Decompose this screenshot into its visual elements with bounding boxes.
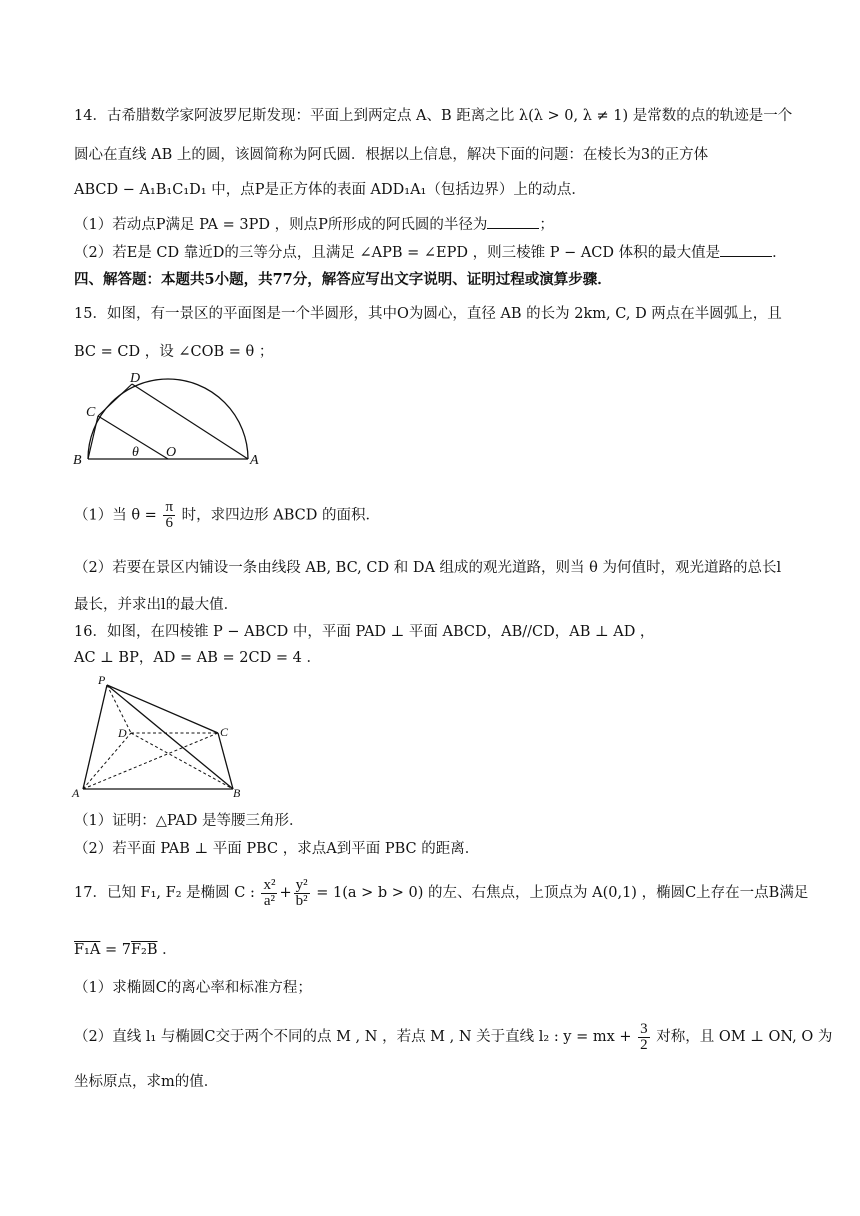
label-b: B — [73, 453, 82, 467]
fraction-denominator: 2 — [640, 1036, 648, 1053]
q17-line-1 — [74, 876, 808, 910]
plus-sign: + — [279, 885, 292, 901]
q15-part-1-post: 时，求四边形 ABCD 的面积． — [181, 507, 380, 524]
hidden-diagonal-db — [131, 733, 233, 789]
hidden-diagonal-ac — [83, 733, 218, 789]
q14-line-2: 圆心在直线 AB 上的圆，该圆简称为阿氏圆．根据以上信息，解决下面的问题：在棱长为3的正方体 — [74, 147, 709, 163]
label-p: P — [98, 673, 106, 687]
fraction-denominator: b² — [295, 892, 308, 909]
fraction-pi-over-6 — [163, 500, 175, 531]
label-d: D — [118, 726, 127, 740]
q15-part-2-line-1: （2）若要在景区内铺设一条由线段 AB, BC, CD 和 DA 组成的观光道路，则当 θ 为何值时，观光道路的总长l — [74, 560, 782, 576]
label-c: C — [220, 725, 229, 739]
q17-part-1: （1）求椭圆C的离心率和标准方程； — [74, 980, 312, 996]
q17-part-2 — [74, 1020, 832, 1054]
fraction-x2-over-a2 — [261, 878, 277, 909]
q17-part-2-pre: （2）直线 l₁ 与椭圆C交于两个不同的点 M , N ，若点 M , N 关于直线 l₂ : y = mx + — [74, 1029, 632, 1045]
q17-line-1-post: = 1(a > b > 0) 的左、右焦点，上顶点为 A(0,1) ，椭圆C上存在一点B满足 — [316, 885, 809, 901]
q14-part-1 — [74, 215, 554, 235]
q15-part-2-line-2: 最长，并求出l的最大值． — [74, 597, 239, 613]
label-theta: θ — [132, 445, 139, 460]
pyramid-figure — [70, 672, 245, 800]
answer-blank — [720, 244, 772, 257]
vector-equation-end: ． — [157, 942, 177, 958]
chord-cd — [98, 384, 132, 416]
q15-line-2: BC = CD ，设 ∠COB = θ ； — [74, 344, 274, 360]
q17-line-2 — [74, 940, 177, 960]
fraction-numerator: x² — [263, 876, 276, 893]
q14-line-1: 14．古希腊数学家阿波罗尼斯发现：平面上到两定点 A、B 距离之比 λ(λ > 0, λ ≠ 1) 是常数的点的轨迹是一个 — [74, 108, 793, 124]
q16-line-2: AC ⊥ BP，AD = AB = 2CD = 4 ． — [74, 650, 321, 666]
q16-part-2: （2）若平面 PAB ⊥ 平面 PBC ，求点A到平面 PBC 的距离． — [74, 841, 480, 857]
label-a: A — [72, 786, 80, 800]
q15-line-1: 15．如图，有一景区的平面图是一个半圆形，其中O为圆心，直径 AB 的长为 2km, C, D 两点在半圆弧上，且 — [74, 306, 782, 322]
edge-pa — [83, 685, 107, 789]
q14-line-3: ABCD − A₁B₁C₁D₁ 中，点P是正方体的表面 ADD₁A₁（包括边界）上的动点． — [74, 182, 586, 198]
section-heading: 四、解答题：本题共5小题，共77分，解答应写出文字说明、证明过程或演算步骤． — [74, 271, 612, 288]
label-c: C — [86, 405, 96, 420]
fraction-numerator: y² — [295, 876, 308, 893]
chord-bc — [88, 416, 98, 459]
edge-cb — [218, 733, 233, 789]
label-o: O — [166, 445, 177, 460]
q17-part-2-post: 对称，且 OM ⊥ ON, O 为 — [656, 1029, 833, 1045]
q16-part-1: （1）证明：△PAD 是等腰三角形． — [74, 813, 304, 829]
vector-f2b: F₂B — [130, 942, 158, 958]
q14-part-2-text: （2）若E是 CD 靠近D的三等分点，且满足 ∠APB = ∠EPD ，则三棱锥 P − ACD 体积的最大值是 — [74, 245, 721, 261]
label-d: D — [130, 372, 141, 386]
answer-blank — [487, 216, 539, 229]
q14-part-1-text: （1）若动点P满足 PA = 3PD ，则点P所形成的阿氏圆的半径为 — [74, 217, 488, 233]
q17-line-1-pre: 17．已知 F₁, F₂ 是椭圆 C : — [74, 885, 255, 901]
label-b: B — [233, 786, 241, 800]
q17-part-2-line-2: 坐标原点，求m的值． — [74, 1074, 219, 1090]
vector-equation-mid: = 7 — [100, 942, 131, 958]
q14-part-1-end: ； — [539, 217, 554, 233]
fraction-numerator: π — [165, 499, 174, 515]
label-a: A — [250, 453, 259, 467]
fraction-denominator: 6 — [165, 515, 173, 531]
hidden-edge-ad — [83, 733, 131, 789]
fraction-denominator: a² — [263, 892, 276, 909]
q15-part-1-pre: （1）当 θ = — [74, 507, 157, 524]
q14-part-2-end: ． — [772, 245, 787, 261]
q16-line-1: 16．如图，在四棱锥 P − ABCD 中，平面 PAD ⊥ 平面 ABCD，AB//CD，AB ⊥ AD ， — [74, 624, 655, 640]
semicircle-figure — [70, 372, 270, 467]
q14-part-2 — [74, 243, 787, 263]
fraction-y2-over-b2 — [294, 878, 310, 909]
fraction-numerator: 3 — [640, 1020, 648, 1037]
q15-part-1 — [74, 500, 380, 531]
vector-f1a: F₁A — [74, 942, 101, 958]
fraction-3-over-2 — [638, 1022, 650, 1053]
